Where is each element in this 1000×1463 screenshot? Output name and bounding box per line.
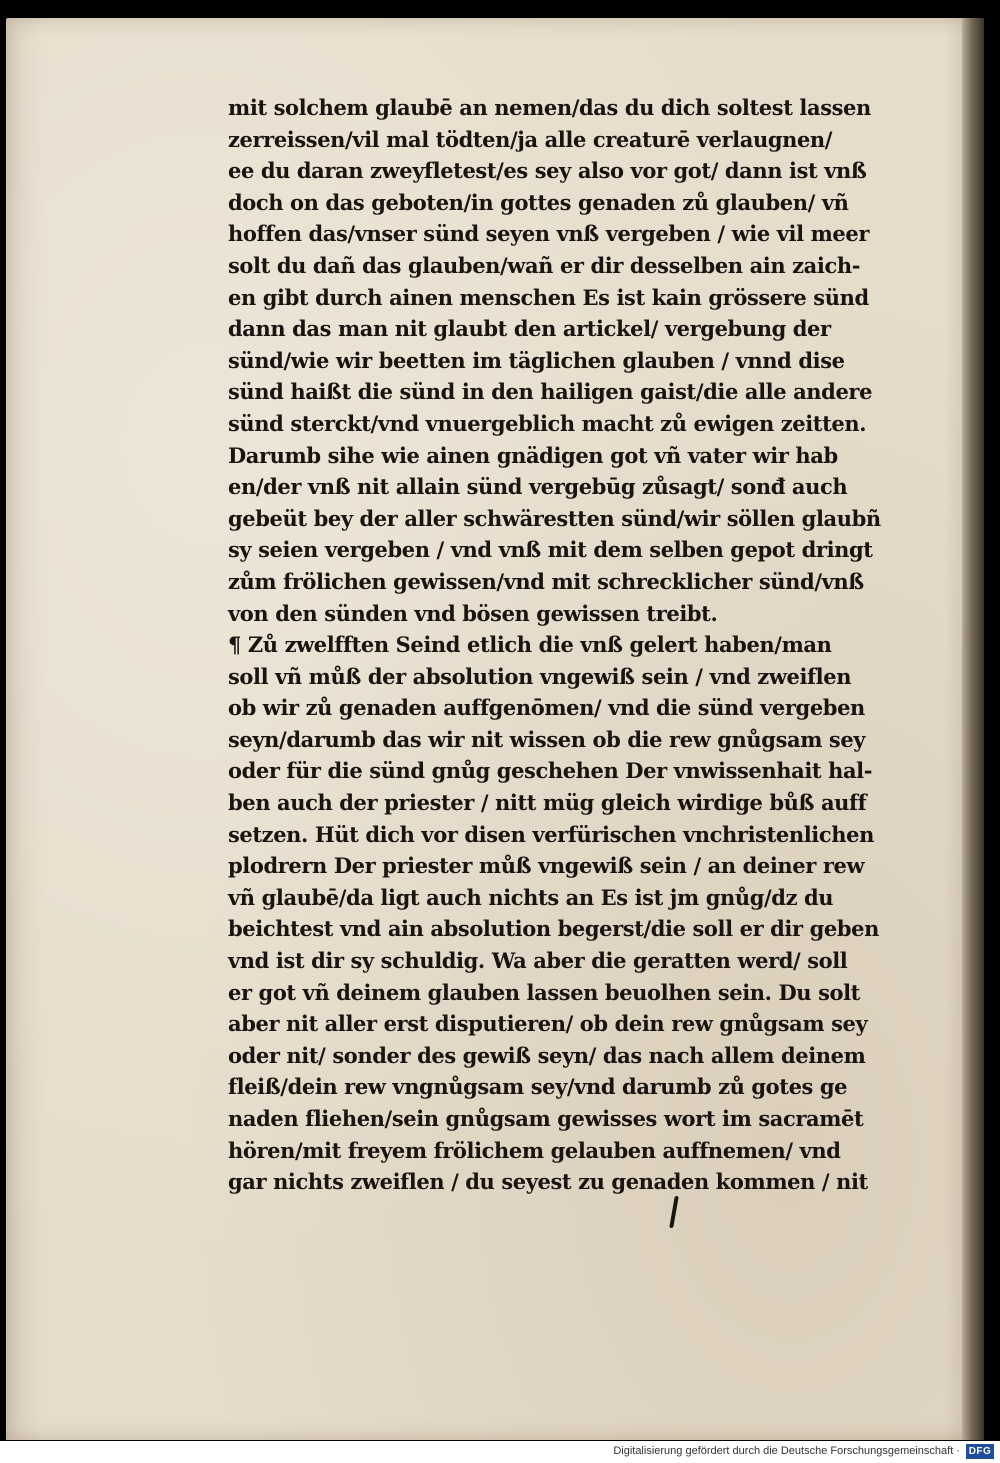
text-line: ee du daran zweyfletest/es sey also vor got/ dann ist vnß — [228, 158, 867, 184]
page-gutter — [962, 18, 984, 1440]
text-line: zerreissen/vil mal tödten/ja alle creaturē verlaugnen/ — [228, 126, 833, 152]
footer-credit: Digitalisierung gefördert durch die Deutsche Forschungsgemeinschaft · — [613, 1445, 960, 1457]
text-line: solt du dañ das glauben/wañ er dir desselben ain zaich- — [228, 252, 861, 278]
text-line: oder für die sünd gnůg geschehen Der vnwissenhait hal- — [228, 758, 873, 784]
text-line: dann das man nit glaubt den artickel/ vergebung der — [228, 316, 831, 342]
text-line: seyn/darumb das wir nit wissen ob die rew gnůgsam sey — [228, 726, 866, 752]
footer-bar — [0, 1441, 1000, 1463]
text-line: gar nichts zweiflen / du seyest zu genaden kommen / nit — [228, 1169, 868, 1195]
text-line: doch on das geboten/in gottes genaden zů glauben/ vñ — [228, 189, 849, 215]
text-line: Darumb sihe wie ainen gnädigen got vñ vater wir hab — [228, 442, 838, 468]
text-line: er got vñ deinem glauben lassen beuolhen sein. Du solt — [228, 979, 860, 1005]
text-line: vñ glaubē/da ligt auch nichts an Es ist jm gnůg/dz du — [228, 884, 834, 910]
text-line: plodrern Der priester můß vngewiß sein / an deiner rew — [228, 853, 865, 879]
text-line: en gibt durch ainen menschen Es ist kain grössere sünd — [228, 284, 869, 310]
text-line: sünd sterckt/vnd vnuergeblich macht zů ewigen zeitten. — [228, 410, 867, 436]
page-text — [228, 92, 928, 1198]
text-line: aber nit aller erst disputieren/ ob dein rew gnůgsam sey — [228, 1011, 868, 1037]
text-line: sünd/wie wir beetten im täglichen glauben / vnnd dise — [228, 347, 845, 373]
text-line: ob wir zů genaden auffgenōmen/ vnd die sünd vergeben — [228, 695, 865, 721]
text-line: gebeüt bey der aller schwärestten sünd/wir söllen glaubñ — [228, 505, 881, 531]
text-line: hören/mit freyem frölichem gelauben auffnemen/ vnd — [228, 1137, 841, 1163]
text-line: mit solchem glaubē an nemen/das du dich soltest lassen — [228, 95, 871, 120]
text-line: ben auch der priester / nitt müg gleich wirdige bůß auff — [228, 790, 867, 816]
text-line: hoffen das/vnser sünd seyen vnß vergeben / wie vil meer — [228, 221, 869, 247]
text-line: en/der vnß nit allain sünd vergebūg zůsagt/ sonđ auch — [228, 474, 848, 500]
text-line: fleiß/dein rew vngnůgsam sey/vnd darumb zů gotes ge — [228, 1074, 848, 1100]
text-line: soll vñ můß der absolution vngewiß sein / vnd zweiflen — [228, 663, 852, 689]
dfg-logo: DFG — [966, 1444, 994, 1459]
text-line: naden fliehen/sein gnůgsam gewisses wort im sacramēt — [228, 1106, 864, 1131]
text-line: ¶ Zů zwelfften Seind etlich die vnß gelert haben/man — [228, 632, 832, 658]
text-line: oder nit/ sonder des gewiß seyn/ das nach allem deinem — [228, 1042, 866, 1068]
text-line: zům frölichen gewissen/vnd mit schrecklicher sünd/vnß — [228, 568, 864, 594]
text-line: beichtest vnd ain absolution begerst/die soll er dir geben — [228, 916, 879, 942]
text-line: vnd ist dir sy schuldig. Wa aber die geratten werd/ soll — [228, 948, 848, 974]
text-line: sünd haißt die sünd in den hailigen gaist/die alle andere — [228, 379, 873, 405]
text-line: von den sünden vnd bösen gewissen treibt. — [228, 600, 718, 626]
text-line: sy seien vergeben / vnd vnß mit dem selben gepot dringt — [228, 537, 873, 563]
text-line: setzen. Hüt dich vor disen verfürischen vnchristenlichen — [228, 821, 874, 847]
